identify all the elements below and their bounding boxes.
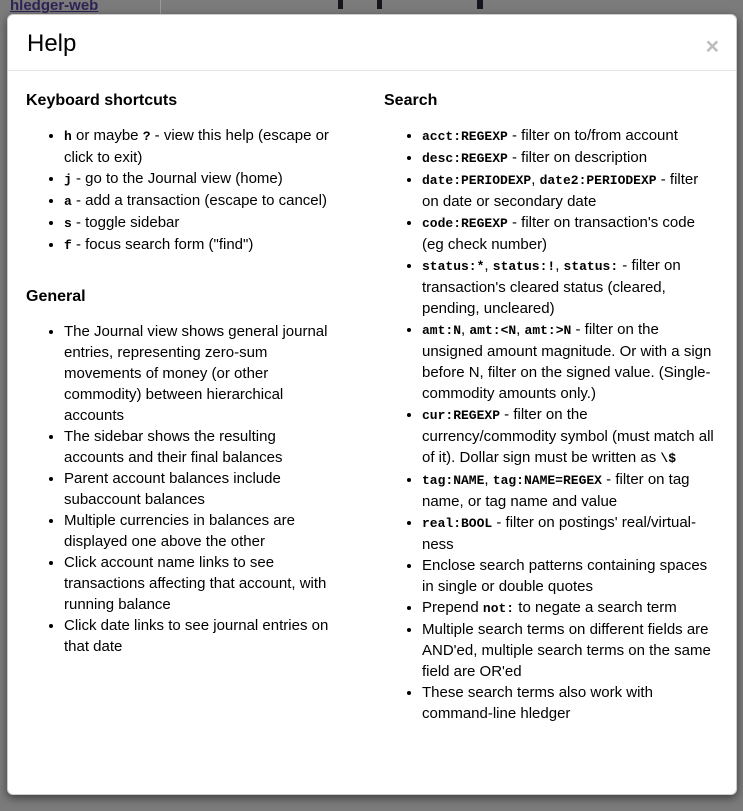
section-heading-keyboard-shortcuts: Keyboard shortcuts xyxy=(26,92,178,109)
item-text: Parent account balances include subaccount balances xyxy=(64,470,281,508)
help-column-left xyxy=(26,91,384,734)
item-text: , xyxy=(484,471,493,488)
help-item xyxy=(422,682,714,724)
background-heading-fragment xyxy=(477,0,483,9)
help-column-right xyxy=(384,91,716,734)
item-text: - toggle sidebar xyxy=(71,214,180,231)
item-text: Click date links to see journal entries on that date xyxy=(64,617,329,655)
item-text: - filter on transaction's code (eg check number) xyxy=(422,214,695,253)
section-list xyxy=(26,125,336,256)
item-text: - filter on the currency/commodity symbol (must match all of it). Dollar sign must be written as xyxy=(422,406,714,466)
background-table-border xyxy=(160,0,161,15)
help-modal xyxy=(7,14,737,795)
section-list xyxy=(26,321,336,657)
item-text: Multiple currencies in balances are displayed one above the other xyxy=(64,512,295,550)
close-icon[interactable]: × xyxy=(705,33,719,59)
item-text: - focus search form ("find") xyxy=(71,236,254,253)
help-item xyxy=(422,319,714,404)
code-term: h xyxy=(64,129,72,144)
modal-header xyxy=(8,15,736,71)
code-term: date2:PERIODEXP xyxy=(539,173,657,188)
item-text: , xyxy=(461,321,470,338)
code-term: a xyxy=(64,194,72,209)
code-term: amt:>N xyxy=(524,323,572,338)
help-item xyxy=(64,234,336,256)
help-item xyxy=(422,125,714,147)
code-term: amt:N xyxy=(422,323,462,338)
help-item xyxy=(64,212,336,234)
help-item xyxy=(422,512,714,555)
help-item xyxy=(422,169,714,212)
code-term: \$ xyxy=(660,451,677,466)
code-term: status:! xyxy=(492,259,556,274)
background-heading-fragment xyxy=(377,0,382,9)
code-term: date:PERIODEXP xyxy=(422,173,532,188)
item-text: - filter on description xyxy=(507,149,648,166)
help-item xyxy=(64,168,336,190)
code-term: code:REGEXP xyxy=(422,216,508,231)
help-item xyxy=(64,468,336,510)
code-term: status:* xyxy=(422,259,485,274)
item-text: or maybe xyxy=(71,127,143,144)
help-item xyxy=(64,615,336,657)
item-text: - filter on postings' real/virtual-ness xyxy=(422,514,696,553)
help-item xyxy=(422,555,714,597)
item-text: Multiple search terms on different fields are AND'ed, multiple search terms on the same field are OR'ed xyxy=(422,621,711,680)
item-text: - go to the Journal view (home) xyxy=(71,170,283,187)
modal-title: Help xyxy=(27,30,77,57)
code-term: acct:REGEXP xyxy=(422,129,508,144)
item-text: - view this help (escape or click to exit) xyxy=(64,127,329,166)
modal-body xyxy=(8,71,736,754)
help-item xyxy=(422,147,714,169)
background-heading-fragment xyxy=(338,0,343,9)
section-heading-search: Search xyxy=(384,92,438,109)
item-text: Enclose search patterns containing spaces in single or double quotes xyxy=(422,557,708,595)
item-text: The sidebar shows the resulting accounts and their final balances xyxy=(64,428,283,466)
code-term: j xyxy=(64,172,72,187)
code-term: f xyxy=(64,238,72,253)
code-term: real:BOOL xyxy=(422,516,493,531)
help-item xyxy=(64,321,336,426)
item-text: - filter on transaction's cleared status (cleared, pending, uncleared) xyxy=(422,257,681,317)
code-term: amt:<N xyxy=(469,323,517,338)
code-term: ? xyxy=(142,129,151,144)
item-text: - filter on the unsigned amount magnitude. Or with a sign before N, filter on the signed value. (Single-commodity amounts only.) xyxy=(422,321,712,402)
help-item xyxy=(64,510,336,552)
item-text: - filter on date or secondary date xyxy=(422,171,699,210)
item-text: , xyxy=(555,257,564,274)
help-item xyxy=(422,404,714,469)
code-term: s xyxy=(64,216,72,231)
help-item xyxy=(64,190,336,212)
help-item xyxy=(422,597,714,619)
hledger-web-link[interactable]: hledger-web xyxy=(10,0,99,14)
item-text: , xyxy=(484,257,493,274)
item-text: - filter on to/from account xyxy=(507,127,678,144)
item-text: The Journal view shows general journal entries, representing zero-sum movements of money (or other commodity) between hierarchical accounts xyxy=(64,323,328,424)
code-term: cur:REGEXP xyxy=(422,408,501,423)
help-item xyxy=(422,619,714,682)
item-text: , xyxy=(516,321,525,338)
help-item xyxy=(64,125,336,168)
item-text: Click account name links to see transactions affecting that account, with running balance xyxy=(64,554,327,613)
help-item xyxy=(422,469,714,512)
item-text: - filter on tag name, or tag name and value xyxy=(422,471,690,510)
item-text: These search terms also work with command-line hledger xyxy=(422,684,653,722)
code-term: status: xyxy=(563,259,619,274)
item-text: - add a transaction (escape to cancel) xyxy=(71,192,327,209)
code-term: not: xyxy=(482,601,515,616)
help-item xyxy=(422,255,714,319)
section-list xyxy=(384,125,714,724)
help-item xyxy=(64,552,336,615)
item-text: Prepend xyxy=(422,599,483,616)
code-term: tag:NAME xyxy=(422,473,485,488)
help-item xyxy=(422,212,714,255)
item-text: to negate a search term xyxy=(514,599,677,616)
item-text: , xyxy=(531,171,540,188)
code-term: desc:REGEXP xyxy=(422,151,508,166)
code-term: tag:NAME=REGEX xyxy=(492,473,602,488)
help-item xyxy=(64,426,336,468)
section-heading-general: General xyxy=(26,288,86,305)
